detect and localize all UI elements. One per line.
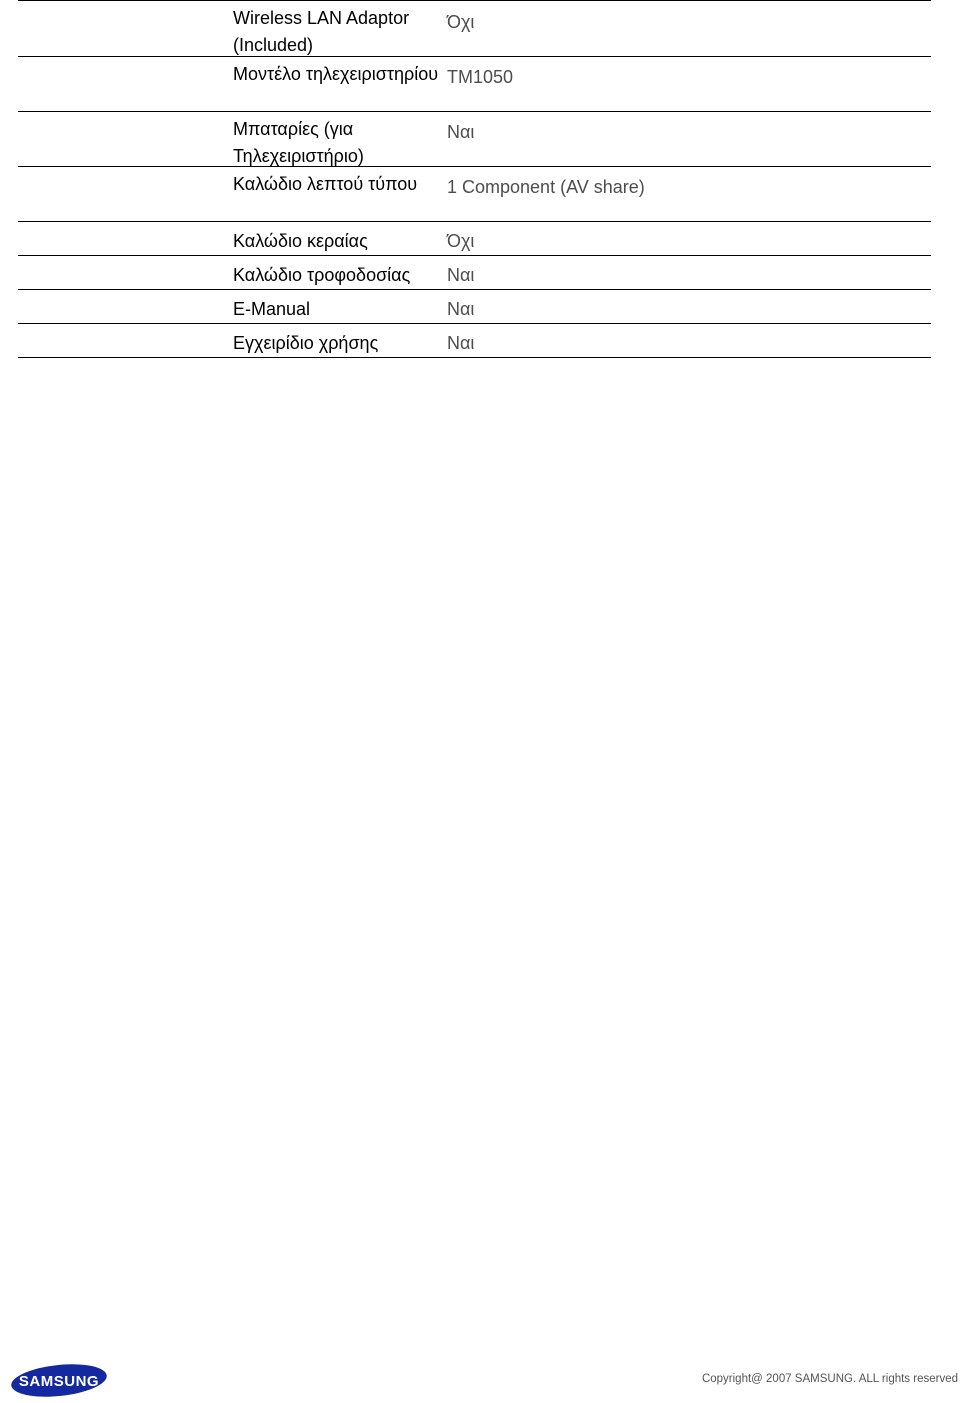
spec-value: Ναι [447, 122, 475, 142]
spec-value: Ναι [447, 333, 475, 353]
spec-table [18, 0, 931, 358]
spec-row [18, 57, 931, 112]
spec-row [18, 290, 931, 324]
spec-value: Ναι [447, 299, 475, 319]
spec-row [18, 324, 931, 358]
samsung-logo [10, 1363, 108, 1398]
spec-label: Μπαταρίες (για Τηλεχειριστήριο) [233, 119, 364, 166]
spec-value: Ναι [447, 265, 475, 285]
spec-label: Καλώδιο κεραίας [233, 231, 368, 251]
spec-value: Όχι [447, 12, 475, 32]
samsung-logo-mark [10, 1363, 108, 1398]
spec-row [18, 167, 931, 222]
spec-row [18, 222, 931, 256]
spec-label: Wireless LAN Adaptor (Included) [233, 8, 410, 55]
copyright-text: Copyright@ 2007 SAMSUNG. ALL rights reserved [701, 1373, 958, 1385]
spec-row [18, 0, 931, 57]
spec-label: E-Manual [233, 299, 311, 319]
spec-label: Εγχειρίδιο χρήσης [233, 333, 379, 353]
spec-value: Όχι [447, 231, 475, 251]
spec-value: 1 Component (AV share) [447, 177, 645, 197]
samsung-logo-text: SAMSUNG [18, 1373, 100, 1390]
spec-label: Μοντέλο τηλεχειριστηρίου [233, 64, 439, 84]
spec-row [18, 256, 931, 290]
spec-label: Καλώδιο λεπτού τύπου [233, 174, 418, 194]
spec-value: TM1050 [447, 67, 514, 87]
spec-row [18, 112, 931, 167]
spec-label: Καλώδιο τροφοδοσίας [233, 265, 411, 285]
